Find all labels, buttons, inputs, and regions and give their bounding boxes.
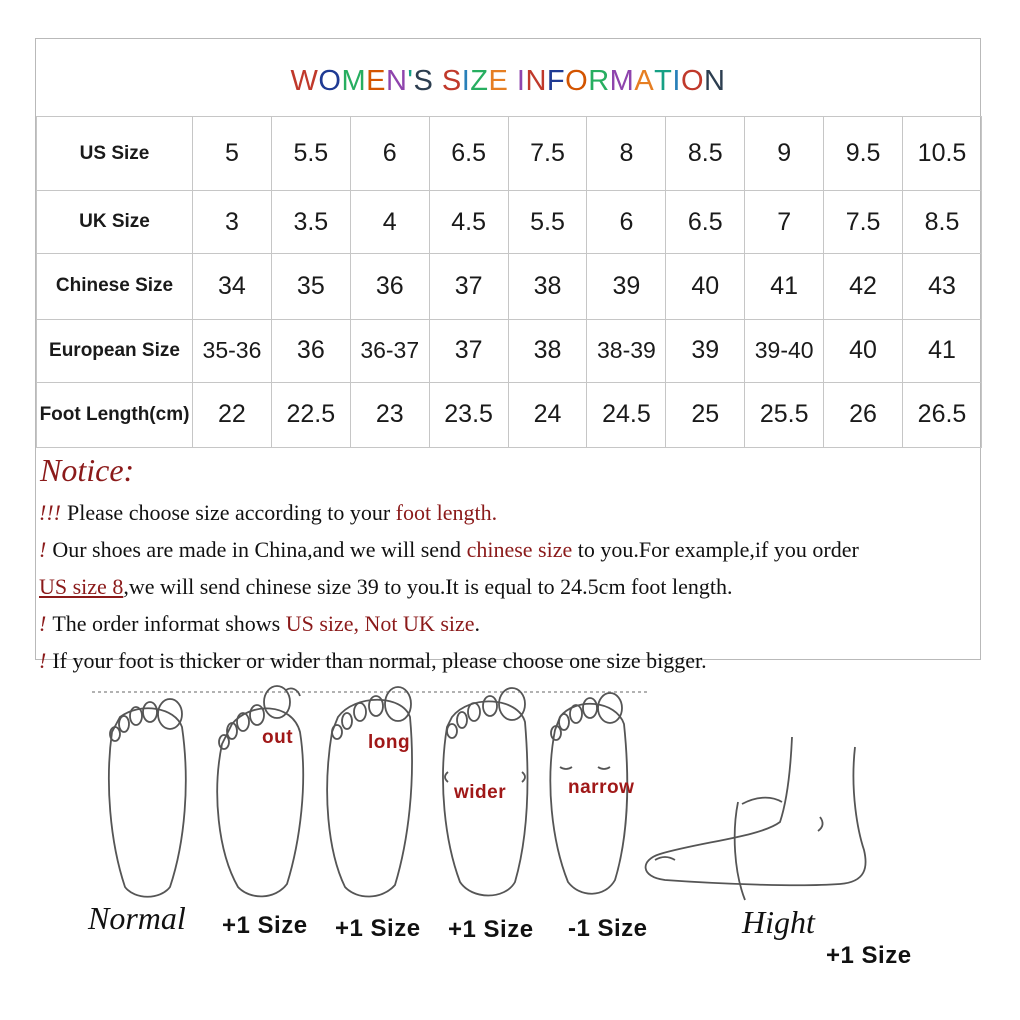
size-cell: 5 — [193, 117, 272, 191]
wider-label: wider — [454, 782, 507, 803]
size-cell: 38-39 — [587, 319, 666, 382]
size-cell: 6 — [350, 117, 429, 191]
out-size-caption: +1 Size — [222, 912, 308, 939]
title-letter: I — [672, 65, 681, 97]
notice-highlight: US size — [285, 611, 354, 636]
title-letter: O — [318, 65, 342, 97]
size-cell: 8.5 — [666, 117, 745, 191]
size-cell: 35 — [271, 254, 350, 319]
title-letter: T — [654, 65, 673, 97]
out-foot-icon — [217, 686, 303, 896]
size-cell: 37 — [429, 254, 508, 319]
size-cell: 8.5 — [903, 191, 982, 254]
size-cell: 9.5 — [824, 117, 903, 191]
size-cell: 3 — [193, 191, 272, 254]
size-cell: 4.5 — [429, 191, 508, 254]
notice-line-2 — [39, 531, 977, 568]
title-letter: Z — [470, 65, 489, 97]
title-letter — [433, 65, 442, 98]
notice-mark: ! — [39, 537, 47, 562]
normal-foot-icon — [109, 699, 186, 897]
long-label: long — [368, 732, 411, 753]
size-cell: 41 — [903, 319, 982, 382]
title-letter: A — [634, 65, 655, 97]
title-letter: W — [290, 65, 319, 97]
title-letter: F — [546, 65, 566, 97]
size-cell: 37 — [429, 319, 508, 382]
size-cell: 23 — [350, 382, 429, 447]
size-cell: 4 — [350, 191, 429, 254]
size-cell: 24.5 — [587, 382, 666, 447]
title-letter: N — [704, 65, 726, 97]
out-label: out — [262, 727, 294, 748]
size-row — [37, 254, 982, 319]
notice-highlight: chinese size — [466, 537, 573, 562]
title-letter: ' — [407, 65, 414, 97]
size-cell: 5.5 — [508, 191, 587, 254]
size-cell: 7 — [745, 191, 824, 254]
title-letter: I — [461, 65, 471, 97]
hight-caption: Hight — [742, 904, 815, 940]
size-cell: 26.5 — [903, 382, 982, 447]
notice-text: . — [474, 611, 481, 636]
size-cell: 7.5 — [824, 191, 903, 254]
size-cell: 35-36 — [193, 319, 272, 382]
row-header: UK Size — [37, 191, 193, 254]
notice-text: ,we will send chinese size 39 to you.It is equal to 24.5cm foot length. — [123, 574, 733, 599]
size-cell: 39 — [587, 254, 666, 319]
title-letter: R — [588, 65, 610, 97]
title-letter: M — [609, 65, 635, 97]
chart-title — [36, 65, 980, 98]
title-letter: O — [565, 65, 589, 97]
size-cell: 26 — [824, 382, 903, 447]
notice-highlight: foot length. — [395, 500, 498, 525]
notice-separator: , — [353, 611, 365, 636]
title-letter: S — [441, 65, 462, 97]
size-cell: 10.5 — [903, 117, 982, 191]
size-cell: 23.5 — [429, 382, 508, 447]
notice-text: If your foot is thicker or wider than normal, please choose one size bigger. — [52, 648, 707, 673]
title-letter: N — [385, 65, 408, 97]
size-cell: 25.5 — [745, 382, 824, 447]
size-row — [37, 382, 982, 447]
notice-text: Please choose size according to your — [66, 500, 396, 525]
size-cell: 6.5 — [666, 191, 745, 254]
size-cell: 38 — [508, 319, 587, 382]
notice-mark: ! — [39, 648, 47, 673]
notice-line-1 — [39, 494, 977, 531]
size-cell: 36 — [350, 254, 429, 319]
narrow-size-caption: -1 Size — [568, 915, 648, 942]
size-cell: 9 — [745, 117, 824, 191]
long-foot-icon — [327, 687, 412, 897]
row-header: Chinese Size — [37, 254, 193, 319]
row-header: US Size — [37, 117, 193, 191]
size-row — [37, 191, 982, 254]
notice-text: The order informat shows — [52, 611, 286, 636]
notice-section — [39, 450, 977, 679]
title-letter: E — [366, 65, 386, 97]
title-letter: N — [525, 65, 547, 97]
size-cell: 36-37 — [350, 319, 429, 382]
notice-text: Our shoes are made in China,and we will send — [52, 537, 467, 562]
notice-mark: !!! — [39, 500, 61, 525]
title-letter — [508, 65, 517, 98]
size-cell: 25 — [666, 382, 745, 447]
title-letter: E — [488, 65, 509, 97]
size-cell: 34 — [193, 254, 272, 319]
hight-size-caption: +1 Size — [826, 942, 912, 969]
long-size-caption: +1 Size — [335, 915, 421, 942]
size-table — [36, 116, 982, 448]
size-row — [37, 319, 982, 382]
size-cell: 24 — [508, 382, 587, 447]
size-cell: 22 — [193, 382, 272, 447]
title-row — [36, 39, 980, 117]
notice-mark: ! — [39, 611, 47, 636]
notice-line-3 — [39, 568, 977, 605]
notice-highlight: US size 8 — [39, 574, 124, 599]
size-cell: 38 — [508, 254, 587, 319]
size-cell: 41 — [745, 254, 824, 319]
size-cell: 40 — [666, 254, 745, 319]
size-chart — [35, 38, 981, 673]
normal-caption: Normal — [88, 900, 186, 936]
size-cell: 39 — [666, 319, 745, 382]
size-cell: 40 — [824, 319, 903, 382]
size-cell: 6 — [587, 191, 666, 254]
row-header: European Size — [37, 319, 193, 382]
wider-size-caption: +1 Size — [448, 916, 534, 943]
notice-highlight: Not UK size — [364, 611, 475, 636]
size-cell: 7.5 — [508, 117, 587, 191]
high-instep-foot-icon — [646, 737, 866, 900]
size-cell: 39-40 — [745, 319, 824, 382]
row-header: Foot Length(cm) — [37, 382, 193, 447]
size-cell: 43 — [903, 254, 982, 319]
size-cell: 3.5 — [271, 191, 350, 254]
foot-shape-illustration — [0, 672, 1020, 1012]
notice-line-4 — [39, 605, 977, 642]
size-cell: 42 — [824, 254, 903, 319]
size-cell: 36 — [271, 319, 350, 382]
notice-title: Notice: — [40, 452, 135, 488]
size-cell: 5.5 — [271, 117, 350, 191]
size-cell: 22.5 — [271, 382, 350, 447]
title-letter: I — [516, 65, 526, 97]
size-cell: 6.5 — [429, 117, 508, 191]
narrow-label: narrow — [568, 777, 635, 798]
title-letter: O — [680, 65, 705, 97]
size-row — [37, 117, 982, 191]
title-letter: S — [413, 65, 434, 97]
title-letter: M — [341, 65, 367, 97]
notice-text: to you.For example,if you order — [572, 537, 859, 562]
size-cell: 8 — [587, 117, 666, 191]
